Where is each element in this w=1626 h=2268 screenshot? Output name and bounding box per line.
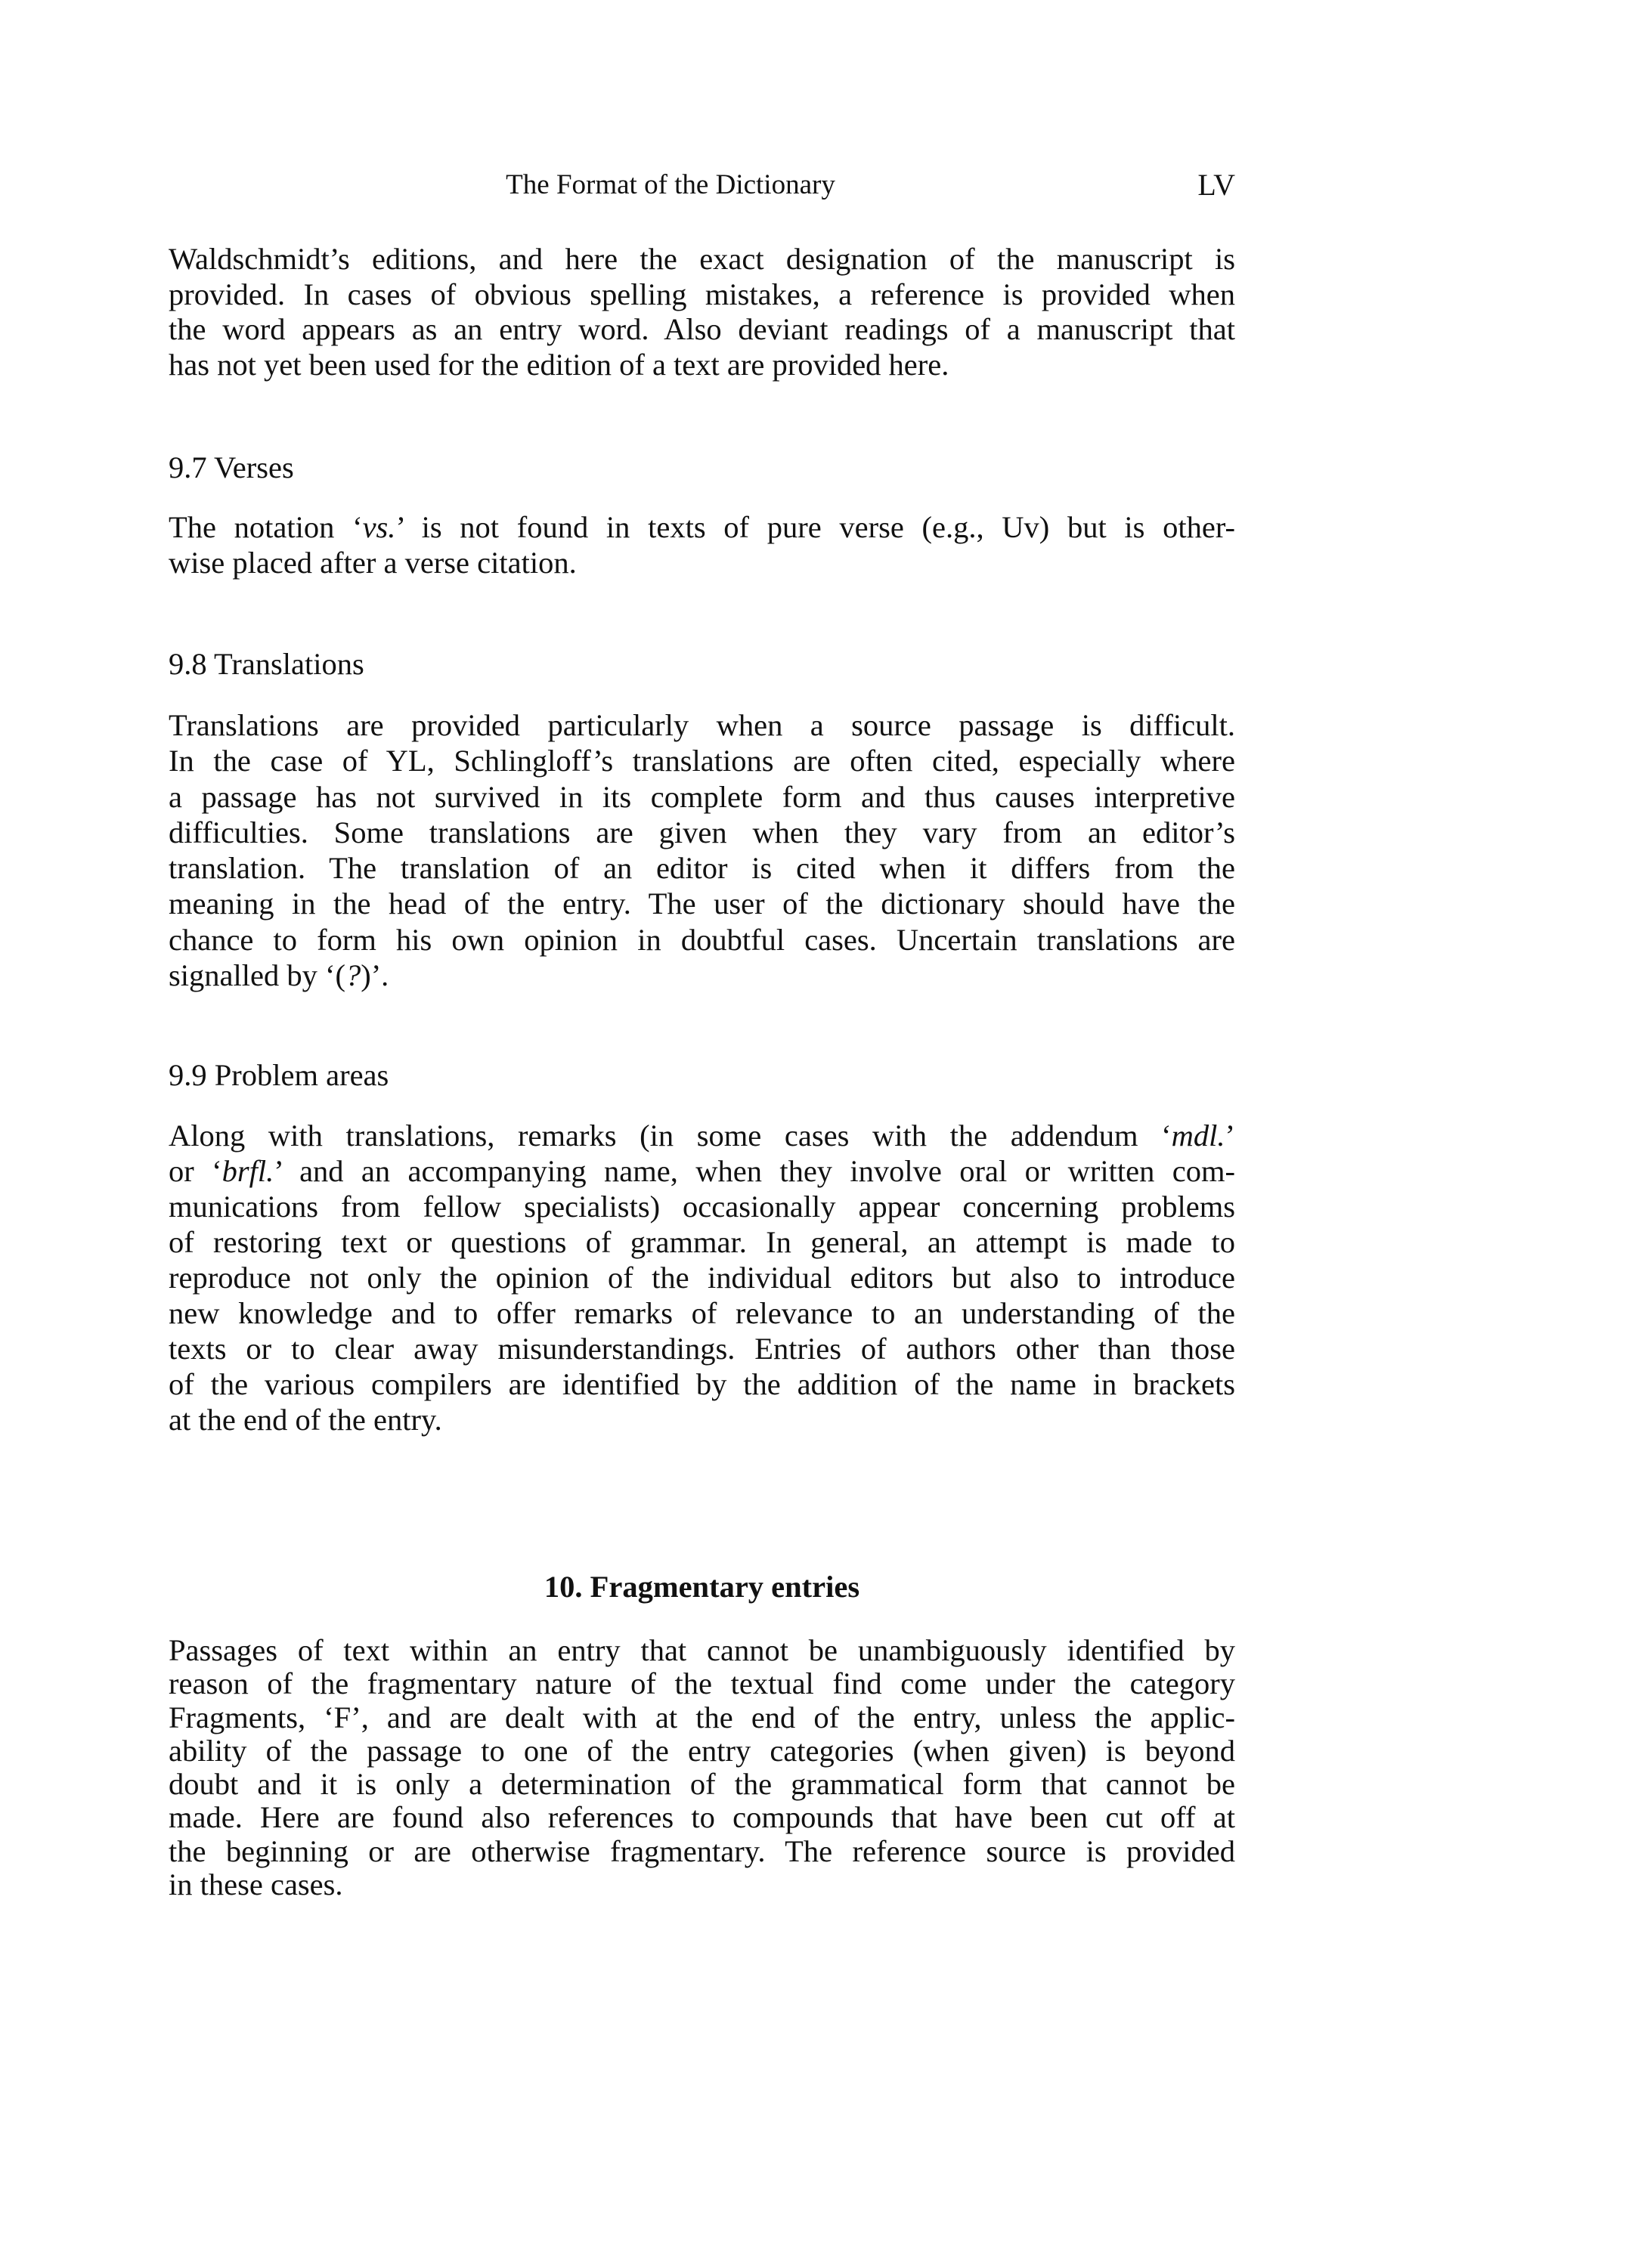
text-line bbox=[169, 1801, 1235, 1834]
text-segment: chance to form his own opinion in doubtful cases. Uncertain translations are bbox=[169, 922, 1235, 957]
text-segment: the beginning or are otherwise fragmentary. The reference source is provided bbox=[169, 1833, 1235, 1868]
text-segment: ’ bbox=[1225, 1119, 1235, 1153]
text-line bbox=[169, 1868, 1235, 1901]
text-segment: reproduce not only the opinion of the individual editors but also to introduce bbox=[169, 1261, 1235, 1295]
italic-text: ? bbox=[345, 958, 361, 993]
text-segment: in these cases. bbox=[169, 1867, 343, 1902]
text-segment: of restoring text or questions of grammar. In general, an attempt is made to bbox=[169, 1225, 1235, 1259]
text-line bbox=[169, 1634, 1235, 1667]
text-line bbox=[169, 1835, 1235, 1868]
text-line bbox=[169, 242, 1235, 277]
text-line bbox=[169, 348, 1235, 383]
section-heading: 9.9 Problem areas bbox=[169, 1058, 389, 1092]
text-line bbox=[169, 743, 1235, 778]
text-line bbox=[169, 1224, 1235, 1260]
text-segment: doubt and it is only a determination of the grammatical form that cannot be bbox=[169, 1767, 1235, 1802]
text-segment: meaning in the head of the entry. The user of the dictionary should have the bbox=[169, 886, 1235, 921]
text-segment: Passages of text within an entry that cannot be unambiguously identified by bbox=[169, 1633, 1235, 1667]
text-segment: or ‘ bbox=[169, 1154, 222, 1188]
text-segment: Waldschmidt’s editions, and here the exact designation of the manuscript is bbox=[169, 242, 1235, 276]
text-segment: has not yet been used for the edition of a text are provided here. bbox=[169, 347, 949, 382]
text-line bbox=[169, 1331, 1235, 1366]
text-segment: )’. bbox=[361, 958, 389, 993]
text-line bbox=[169, 886, 1235, 921]
text-segment: at the end of the entry. bbox=[169, 1403, 442, 1437]
text-segment: difficulties. Some translations are given when they vary from an editor’s bbox=[169, 815, 1235, 849]
section-heading: 10. Fragmentary entries bbox=[544, 1570, 860, 1604]
text-segment: the word appears as an entry word. Also deviant readings of a manuscript that bbox=[169, 312, 1235, 346]
italic-text: brfl. bbox=[221, 1154, 274, 1188]
text-line bbox=[169, 1366, 1235, 1402]
text-line bbox=[169, 779, 1235, 815]
italic-text: vs. bbox=[362, 510, 396, 544]
text-line bbox=[169, 1734, 1235, 1768]
paragraph bbox=[169, 1118, 1235, 1437]
text-line bbox=[169, 510, 1235, 546]
text-line bbox=[169, 1402, 1235, 1437]
section-heading: 9.8 Translations bbox=[169, 647, 364, 681]
text-segment: a passage has not survived in its complete form and thus causes interpretive bbox=[169, 779, 1235, 814]
text-segment: made. Here are found also references to compounds that have been cut off at bbox=[169, 1800, 1235, 1835]
paragraph bbox=[169, 242, 1235, 382]
text-line bbox=[169, 958, 1235, 993]
text-segment: ’ is not found in texts of pure verse (e.g., Uv) but is other- bbox=[395, 510, 1235, 544]
text-line bbox=[169, 815, 1235, 850]
text-segment: signalled by ‘( bbox=[169, 958, 345, 993]
text-line bbox=[169, 1153, 1235, 1189]
text-segment: Fragments, ‘F’, and are dealt with at the end of the entry, unless the applic- bbox=[169, 1700, 1235, 1734]
text-line bbox=[169, 850, 1235, 886]
text-line bbox=[169, 707, 1235, 743]
text-line bbox=[169, 1768, 1235, 1801]
text-line bbox=[169, 277, 1235, 313]
page-number: LV bbox=[1197, 168, 1235, 202]
section-heading: 9.7 Verses bbox=[169, 450, 294, 484]
text-line bbox=[169, 922, 1235, 958]
text-segment: new knowledge and to offer remarks of relevance to an understanding of the bbox=[169, 1296, 1235, 1330]
paragraph bbox=[169, 1634, 1235, 1901]
paragraph bbox=[169, 510, 1235, 580]
text-segment: reason of the fragmentary nature of the textual find come under the category bbox=[169, 1666, 1235, 1701]
text-line bbox=[169, 312, 1235, 348]
text-segment: ’ and an accompanying name, when they involve oral or written com- bbox=[274, 1154, 1235, 1188]
running-title: The Format of the Dictionary bbox=[506, 169, 835, 200]
text-line bbox=[169, 1701, 1235, 1734]
text-line bbox=[169, 1295, 1235, 1331]
text-segment: texts or to clear away misunderstandings. Entries of authors other than those bbox=[169, 1332, 1235, 1366]
text-line bbox=[169, 1260, 1235, 1295]
text-segment: translation. The translation of an editor is cited when it differs from the bbox=[169, 851, 1235, 886]
text-line bbox=[169, 1189, 1235, 1224]
text-segment: In the case of YL, Schlingloff’s translations are often cited, especially where bbox=[169, 744, 1235, 778]
text-segment: Along with translations, remarks (in some cases with the addendum ‘ bbox=[169, 1119, 1172, 1153]
text-segment: ability of the passage to one of the entry categories (when given) is beyond bbox=[169, 1733, 1235, 1768]
italic-text: mdl. bbox=[1171, 1119, 1225, 1153]
text-segment: The notation ‘ bbox=[169, 510, 363, 544]
text-line bbox=[169, 1667, 1235, 1700]
text-segment: provided. In cases of obvious spelling mistakes, a reference is provided when bbox=[169, 277, 1235, 311]
text-segment: munications from fellow specialists) occasionally appear concerning problems bbox=[169, 1190, 1235, 1224]
paragraph bbox=[169, 707, 1235, 993]
text-segment: of the various compilers are identified by the addition of the name in brackets bbox=[169, 1367, 1235, 1401]
text-line bbox=[169, 546, 1235, 581]
text-segment: Translations are provided particularly when a source passage is difficult. bbox=[169, 708, 1235, 742]
text-segment: wise placed after a verse citation. bbox=[169, 545, 577, 580]
text-line bbox=[169, 1118, 1235, 1153]
